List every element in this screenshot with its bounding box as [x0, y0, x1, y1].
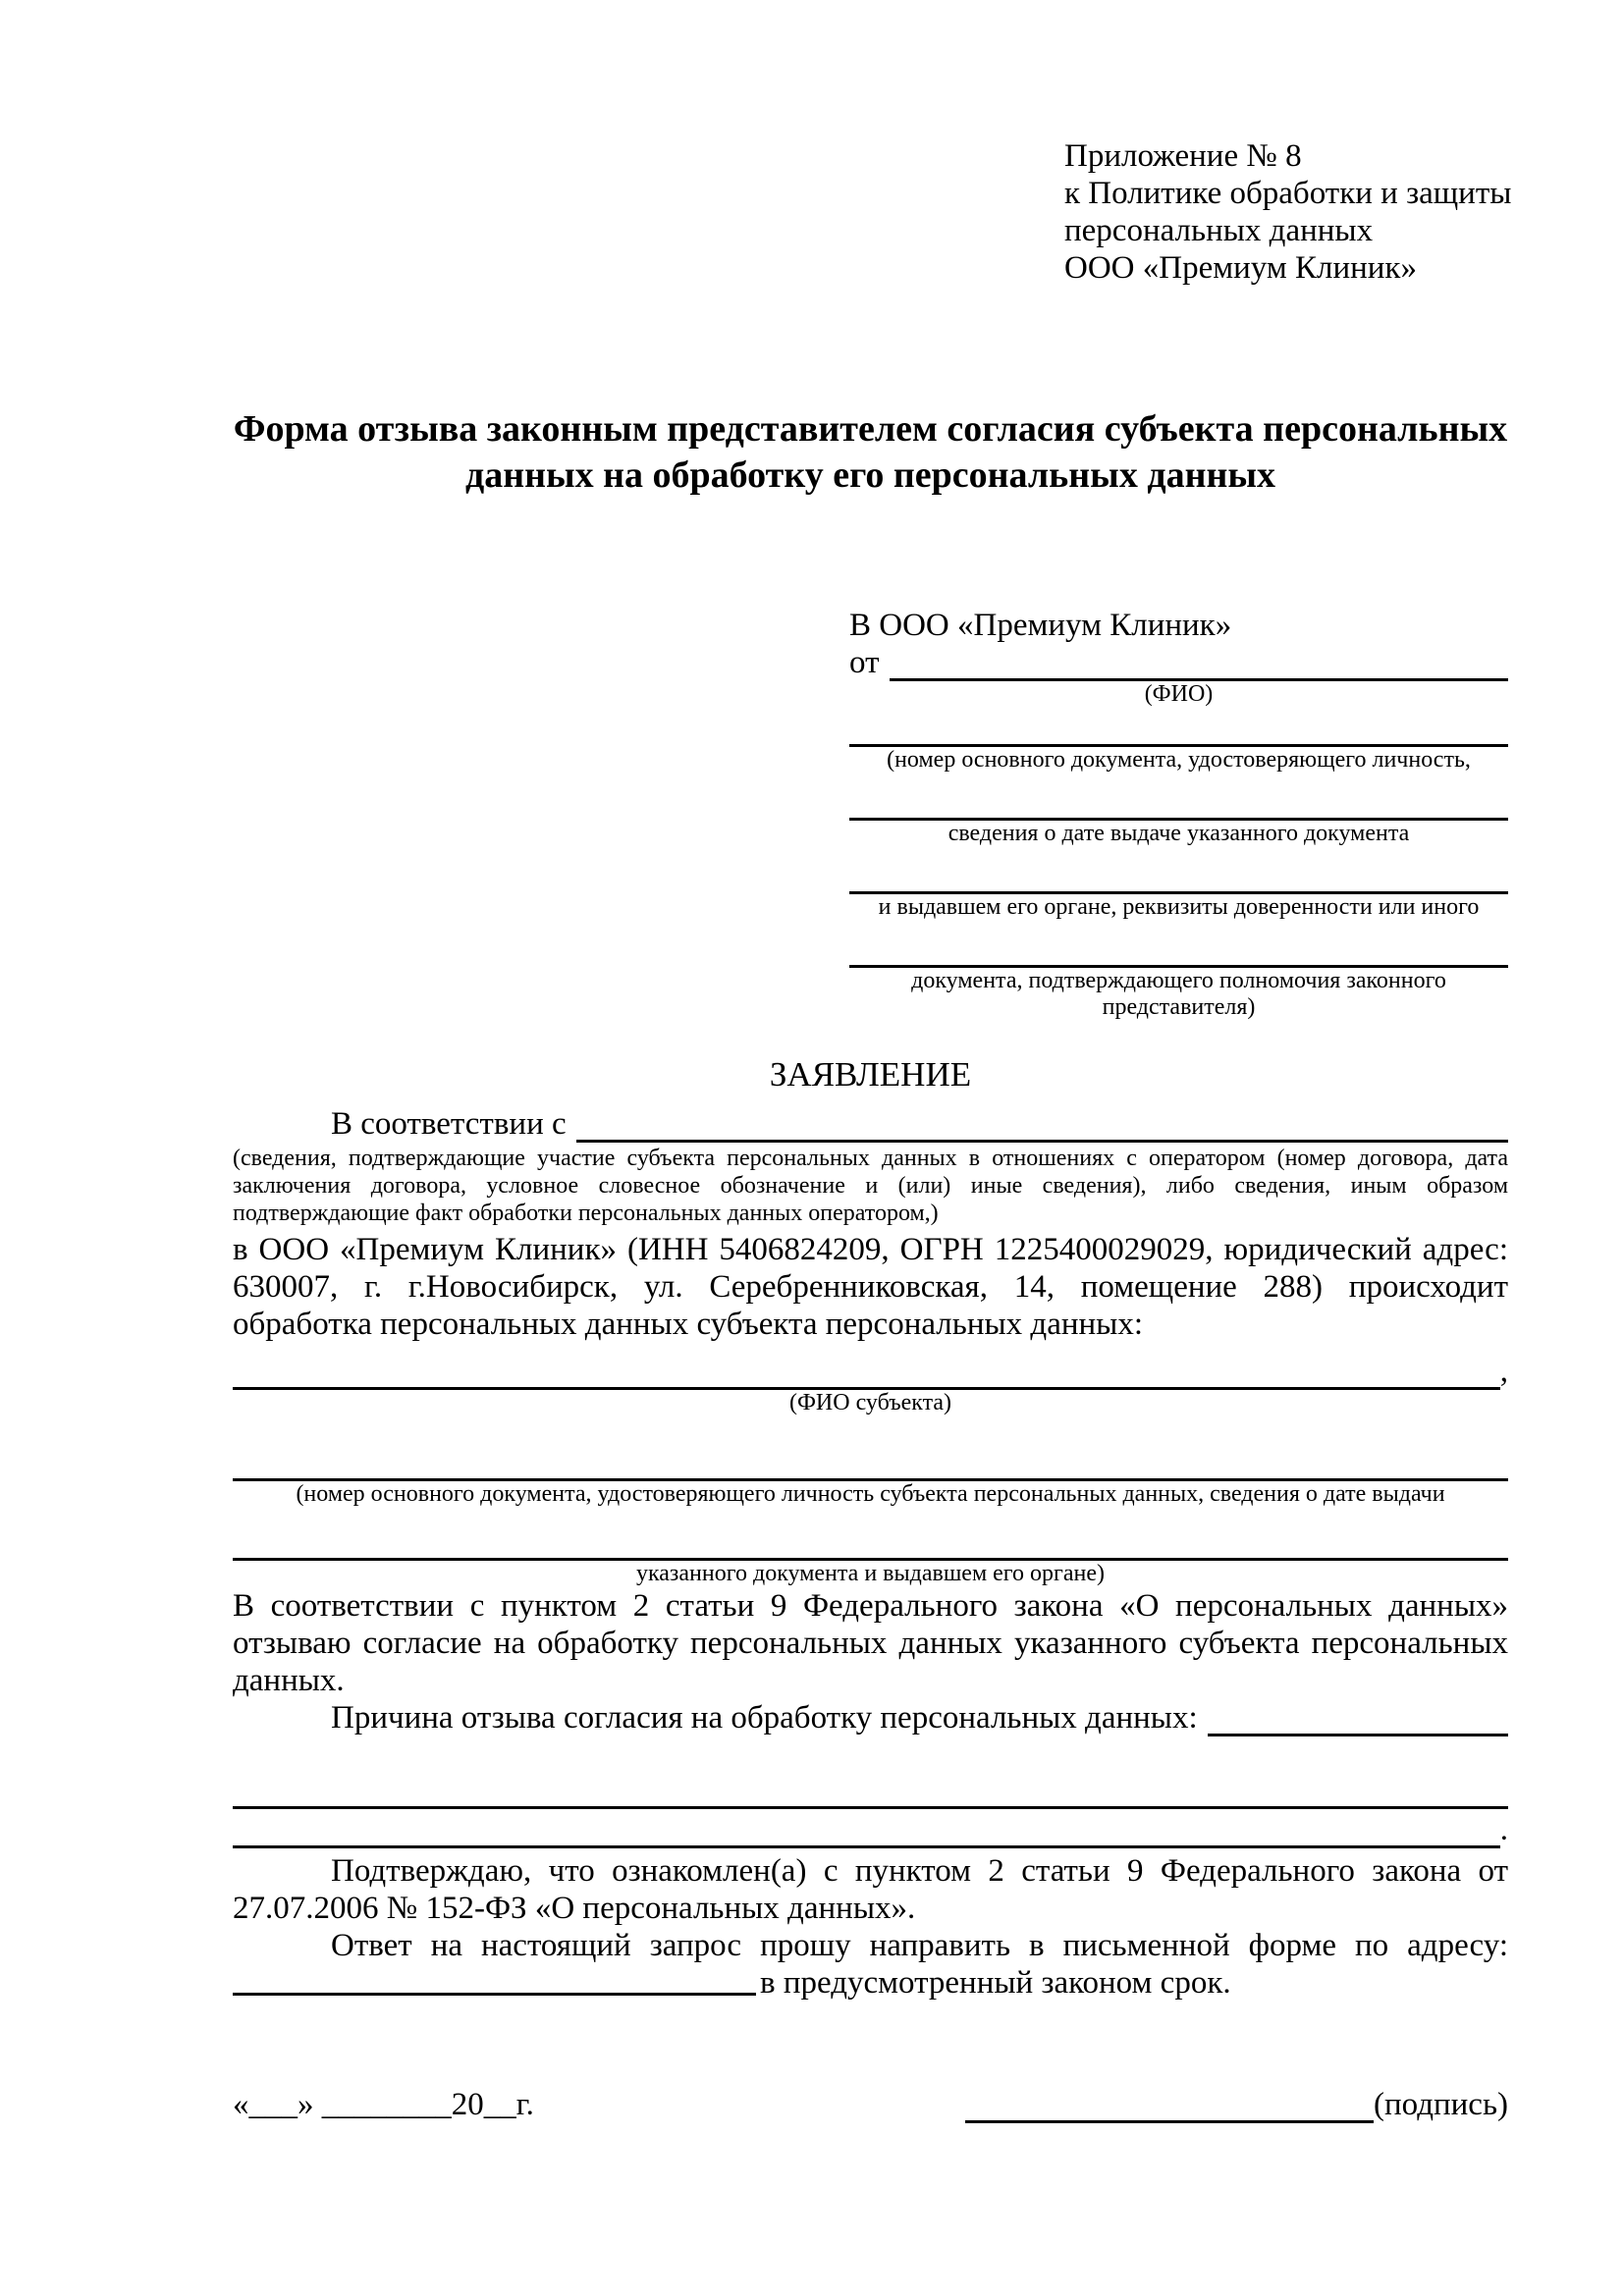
reply-address-row: [233, 1964, 1508, 2002]
signature-block: [965, 2086, 1508, 2123]
subject-document-line-1[interactable]: [233, 1450, 1508, 1481]
date-field[interactable]: «___» ________20__г.: [233, 2087, 534, 2122]
reason-label: Причина отзыва согласия на обработку персональных данных:: [331, 1700, 1198, 1735]
document-number-line[interactable]: [849, 716, 1508, 747]
issue-date-caption: сведения о дате выдаче указанного документа: [947, 821, 1410, 846]
authority-document-line[interactable]: [849, 936, 1508, 968]
subject-document-line-2[interactable]: [233, 1529, 1508, 1561]
from-label: от: [849, 645, 880, 680]
confirmation-paragraph: Подтверждаю, что ознакомлен(а) с пунктом 2 статьи 9 Федерального закона от 27.07.2006 № 152-ФЗ «О персональных данных».: [233, 1853, 1508, 1926]
appendix-line-2: к Политике обработки и защиты: [1064, 176, 1512, 211]
from-row: [849, 644, 1508, 681]
accordance-note: (сведения, подтверждающие участие субъекта персональных данных в отношениях с оператором (номер договора, дата заключения договора, условное словесное обозначение и (или) иные сведения), либо сведения, иным образом подтверждающие факт обработки персональных данных оператором,): [233, 1146, 1508, 1226]
paragraph-indent: [233, 1105, 331, 1143]
signature-caption: (подпись): [1374, 2087, 1508, 2122]
reason-continuation-line-2[interactable]: [233, 1811, 1500, 1848]
reason-continuation-line-1[interactable]: [233, 1778, 1508, 1809]
issue-date-line[interactable]: [849, 789, 1508, 821]
subject-fio-comma: ,: [1499, 1354, 1508, 1389]
reply-address-paragraph: Ответ на настоящий запрос прошу направить в письменной форме по адресу:: [331, 1928, 1508, 1963]
reply-address-line[interactable]: [233, 1964, 756, 1996]
footer-row: [233, 2086, 1508, 2123]
subject-fio-caption: (ФИО субъекта): [788, 1390, 952, 1415]
issuing-authority-caption: и выдавшем его органе, реквизиты доверенности или иного: [878, 894, 1480, 920]
operator-paragraph: в ООО «Премиум Клиник» (ИНН 5406824209, ОГРН 1225400029029, юридический адрес: 630007, г. г.Новосибирск, ул. Серебренниковская, 14, помещение 288) происходит обработка персональных данных субъекта персональных данных:: [233, 1232, 1508, 1342]
accordance-label: В соответствии с: [331, 1106, 567, 1142]
addressee-block: [849, 607, 1508, 1021]
signature-line[interactable]: [965, 2092, 1374, 2123]
reason-input-line[interactable]: [1208, 1699, 1508, 1736]
appendix-line-3: персональных данных: [1064, 213, 1374, 248]
fio-caption: (ФИО): [1144, 681, 1214, 707]
appendix-line-4: ООО «Премиум Клиник»: [1064, 250, 1417, 286]
authority-document-caption: документа, подтверждающего полномочия законного представителя): [911, 968, 1446, 1020]
accordance-row: [233, 1105, 1508, 1143]
appendix-header: [1064, 137, 1512, 287]
subject-document-caption-1: (номер основного документа, удостоверяющего личность субъекта персональных данных, сведения о дате выдачи: [296, 1481, 1445, 1507]
subject-fio-line[interactable]: [233, 1353, 1500, 1390]
withdrawal-paragraph: В соответствии с пунктом 2 статьи 9 Федерального закона «О персональных данных» отзываю согласие на обработку персональных данных указанного субъекта персональных данных.: [233, 1588, 1508, 1698]
reason-period: .: [1499, 1812, 1508, 1847]
subject-document-caption-2: указанного документа и выдавшем его органе): [635, 1561, 1106, 1586]
paragraph-indent: [233, 1699, 331, 1736]
reason-continuation-row-2: [233, 1811, 1508, 1848]
addressee-organization: В ООО «Премиум Клиник»: [849, 608, 1232, 643]
subject-fio-row: [233, 1353, 1508, 1390]
document-title: Форма отзыва законным представителем согласия субъекта персональных данных на обработку его персональных данных: [233, 408, 1508, 496]
document-number-caption: (номер основного документа, удостоверяющего личность,: [887, 747, 1471, 773]
issuing-authority-line[interactable]: [849, 863, 1508, 894]
fio-input-line[interactable]: [890, 644, 1509, 681]
reply-deadline-text: в предусмотренный законом срок.: [760, 1965, 1231, 2001]
appendix-line-1: Приложение № 8: [1064, 138, 1302, 174]
statement-heading: ЗАЯВЛЕНИЕ: [769, 1055, 972, 1094]
accordance-input-line[interactable]: [576, 1105, 1508, 1143]
reason-row: [233, 1699, 1508, 1736]
